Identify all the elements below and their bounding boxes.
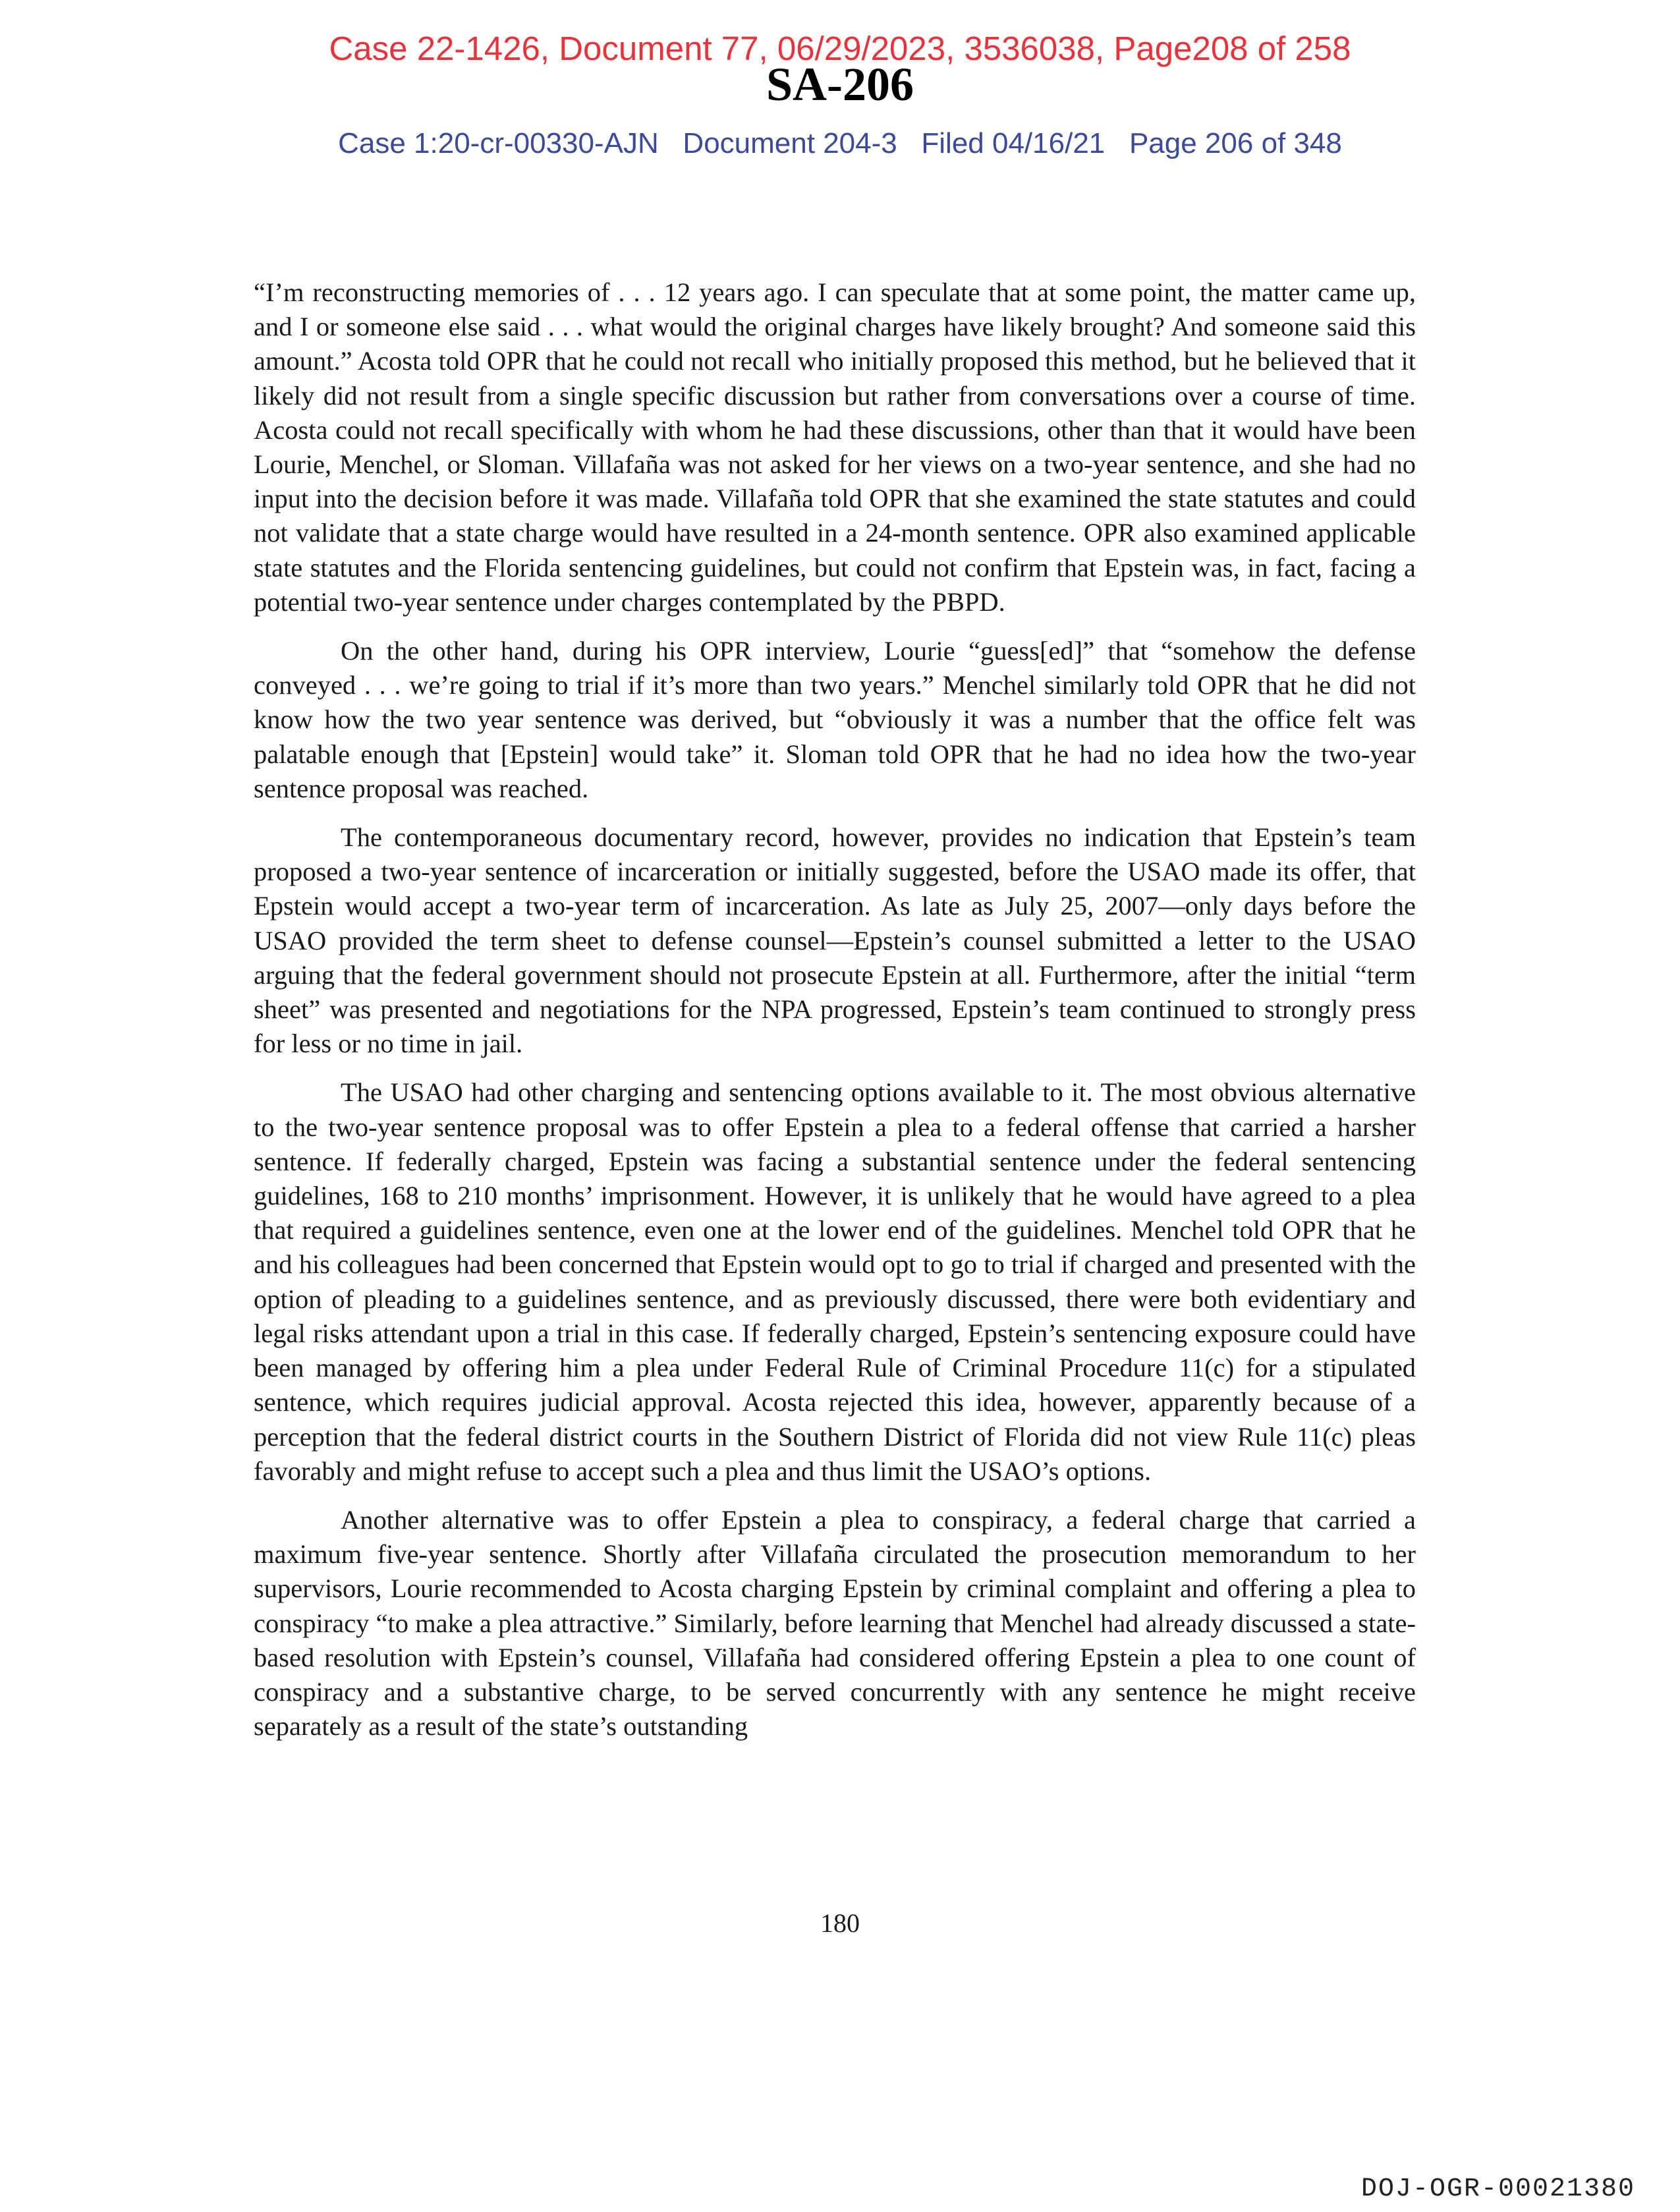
- district-case-stamp: Case 1:20-cr-00330-AJN Document 204-3 Filed 04/16/21 Page 206 of 348: [338, 127, 1342, 159]
- document-body: [254, 275, 1416, 1758]
- paragraph-1: “I’m reconstructing memories of . . . 12 years ago. I can speculate that at some point, the matter came up, and I or someone else said . . . what would the original charges have likely brought? And someone said this amount.” Acosta told OPR that he could not recall who initially proposed this method, but he believed that it likely did not result from a single specific discussion but rather from conversations over a course of time. Acosta could not recall specifically with whom he had these discussions, other than that it would have been Lourie, Menchel, or Sloman. Villafaña was not asked for her views on a two-year sentence, and she had no input into the decision before it was made. Villafaña told OPR that she examined the state statutes and could not validate that a state charge would have resulted in a 24-month sentence. OPR also examined applicable state statutes and the Florida sentencing guidelines, but could not confirm that Epstein was, in fact, facing a potential two-year sentence under charges contemplated by the PBPD.: [254, 277, 1416, 617]
- bates-number: DOJ-OGR-00021380: [1360, 2174, 1635, 2204]
- paragraph-4: The USAO had other charging and sentencing options available to it. The most obvious alternative to the two-year sentence proposal was to offer Epstein a plea to a federal offense that carried a harsher sentence. If federally charged, Epstein was facing a substantial sentence under the federal sentencing guidelines, 168 to 210 months’ imprisonment. However, it is unlikely that he would have agreed to a plea that required a guidelines sentence, even one at the lower end of the guidelines. Menchel told OPR that he and his colleagues had been concerned that Epstein would opt to go to trial if charged and presented with the option of pleading to a guidelines sentence, and as previously discussed, there were both evidentiary and legal risks attendant upon a trial in this case. If federally charged, Epstein’s sentencing exposure could have been managed by offering him a plea under Federal Rule of Criminal Procedure 11(c) for a stipulated sentence, which requires judicial approval. Acosta rejected this idea, however, apparently because of a perception that the federal district courts in the Southern District of Florida did not view Rule 11(c) pleas favorably and might refuse to accept such a plea and thus limit the USAO’s options.: [254, 1077, 1416, 1486]
- page-number: 180: [820, 1908, 860, 1938]
- paragraph-5: Another alternative was to offer Epstein a plea to conspiracy, a federal charge that carried a maximum five-year sentence. Shortly after Villafaña circulated the prosecution memorandum to her supervisors, Lourie recommended to Acosta charging Epstein by criminal complaint and offering a plea to conspiracy “to make a plea attractive.” Similarly, before learning that Menchel had already discussed a state-based resolution with Epstein’s counsel, Villafaña had considered offering Epstein a plea to one count of conspiracy and a substantive charge, to be served concurrently with any sentence he might receive separately as a result of the state’s outstanding: [254, 1504, 1416, 1742]
- paragraph-3: The contemporaneous documentary record, however, provides no indication that Epstein’s team proposed a two-year sentence of incarceration or initially suggested, before the USAO made its offer, that Epstein would accept a two-year term of incarceration. As late as July 25, 2007—only days before the USAO provided the term sheet to defense counsel—Epstein’s counsel submitted a letter to the USAO arguing that the federal government should not prosecute Epstein at all. Furthermore, after the initial “term sheet” was presented and negotiations for the NPA progressed, Epstein’s team continued to strongly press for less or no time in jail.: [254, 822, 1416, 1059]
- appendix-page-label: SA-206: [766, 58, 914, 111]
- appellate-case-stamp: Case 22-1426, Document 77, 06/29/2023, 3536038, Page208 of 258: [329, 30, 1351, 67]
- paragraph-2: On the other hand, during his OPR interview, Lourie “guess[ed]” that “somehow the defense conveyed . . . we’re going to trial if it’s more than two years.” Menchel similarly told OPR that he did not know how the two year sentence was derived, but “obviously it was a number that the office felt was palatable enough that [Epstein] would take” it. Sloman told OPR that he had no idea how the two-year sentence proposal was reached.: [254, 636, 1416, 803]
